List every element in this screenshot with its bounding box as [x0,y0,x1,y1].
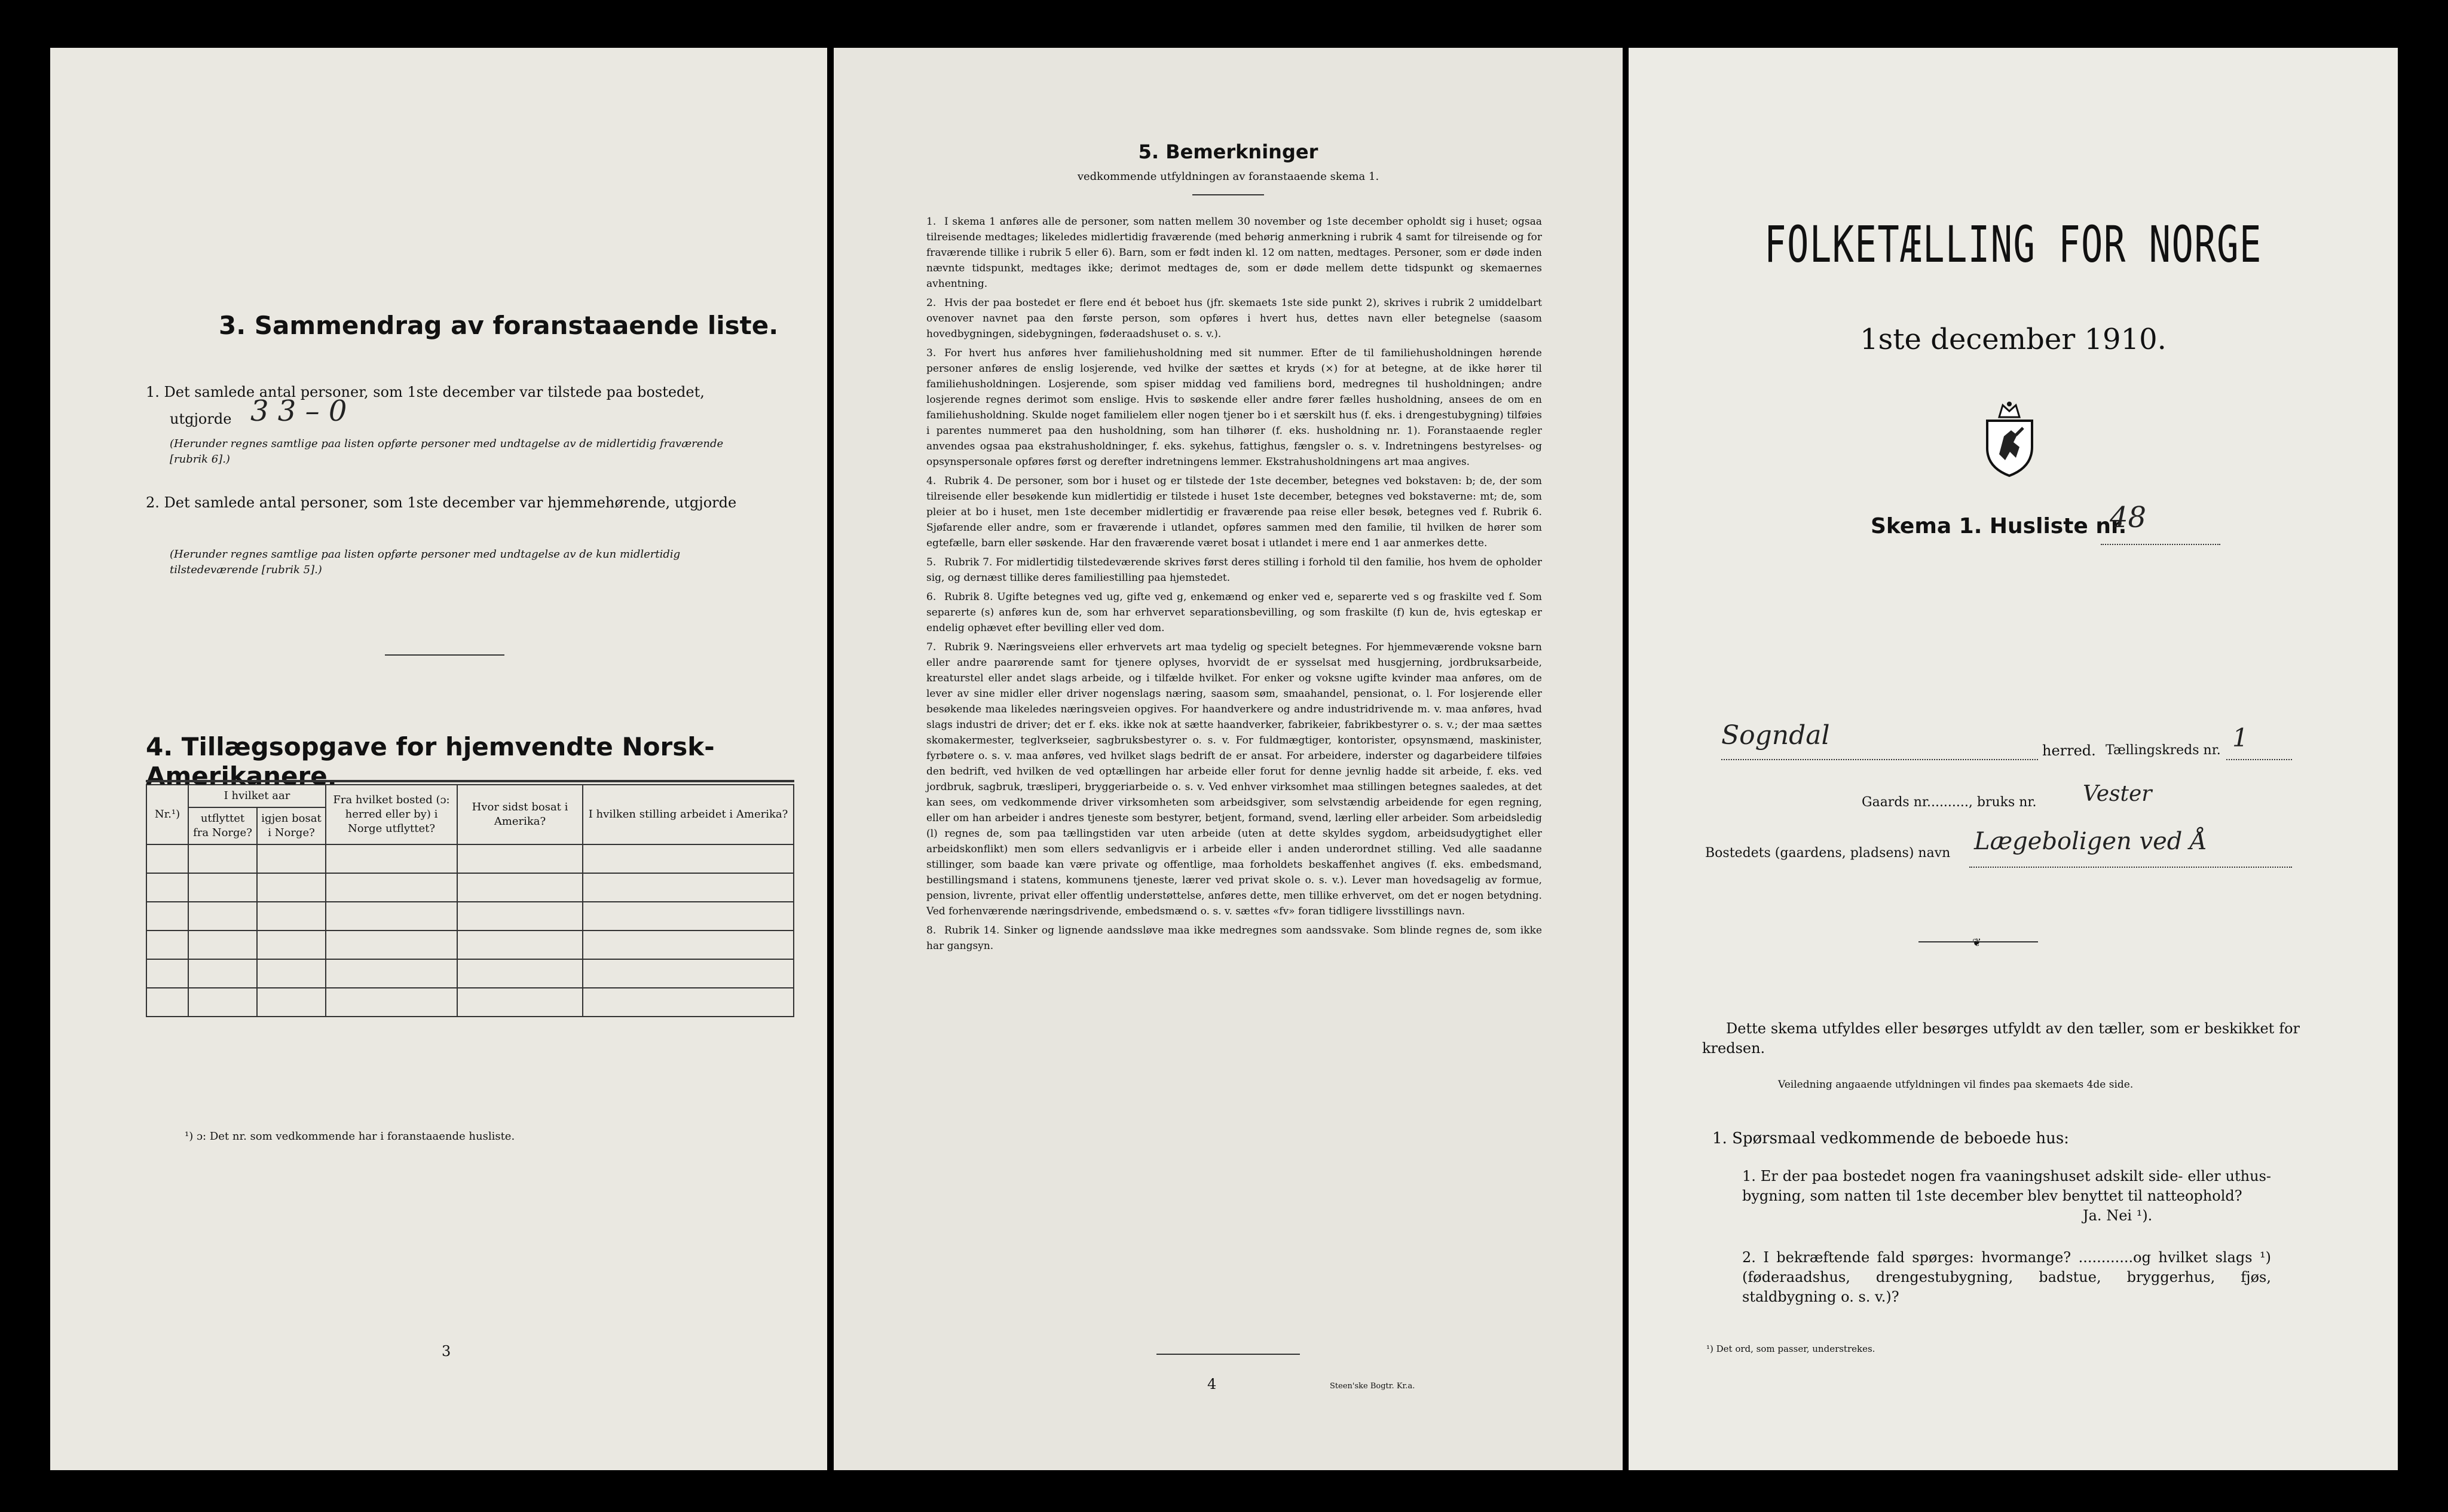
dotted-line [2101,544,2220,545]
table-row [146,988,794,1017]
col-hvor-sidst: Hvor sidst bosat i Amerika? [457,785,583,844]
page-number: 4 [1207,1376,1217,1392]
bosted-handwritten: Lægeboligen ved Å [1974,828,2207,855]
table-row [146,959,794,988]
table-footnote: ¹) ɔ: Det nr. som vedkommende har i foranstaaende husliste. [185,1130,515,1143]
bosted-label: Bostedets (gaardens, pladsens) navn [1705,846,1951,861]
norsk-amerikanere-table [146,784,794,1017]
table-row [146,844,794,873]
ornament-icon: ❦ [1972,936,1982,949]
divider [1156,1354,1300,1355]
list-item: 2. Hvis der paa bostedet er flere end ét beboet hus (jfr. skemaets 1ste side punkt 2), skrives i rubrik 2 umiddelbart ovenover navnet paa den første person, som opføres i hvert hus, dettes navn eller betegnelse (saasom hovedbygningen, sidebygningen, føderaadshuset o. s. v.). [926,297,1542,340]
divider [1192,194,1264,195]
section4-title: 4. Tillægsopgave for hjemvendte Norsk-Amerikanere. [146,732,715,791]
intro-note: Veiledning angaaende utfyldningen vil findes paa skemaets 4de side. [1778,1079,2134,1091]
q1-title: 1. Spørsmaal vedkommende de beboede hus: [1712,1130,2069,1147]
herred-handwritten: Sogndal [1721,720,1830,751]
right-footnote: ¹) Det ord, som passer, understrekes. [1706,1343,1875,1354]
list-item: 5. Rubrik 7. For midlertidig tilstedeværende skrives først deres stilling i forhold til den familie, hos hvem de opholder sig, og dernæst tillike deres familiestilling paa hjemstedet. [926,556,1542,584]
item2-line1: 2. Det samlede antal personer, som 1ste december var hjemmehørende, utgjorde [146,494,737,511]
q1-item2: 2. I bekræftende fald spørges: hvormange? ............og hvilket slags ¹) (føderaadshus, drengestubygning, badstue, bryggerhus, fjøs, staldbygning o. s. v.)? [1742,1249,2271,1305]
col-utflyttet: utflyttet fra Norge? [188,807,257,844]
table-row [146,902,794,931]
col-igjen: igjen bosat i Norge? [257,807,326,844]
herred-label: herred. [2042,742,2096,759]
item2-note: (Herunder regnes samtlige paa listen opførte personer med undtagelse av de kun midlertidig tilstedeværende [rubrik 5].) [170,548,681,576]
item1-note: (Herunder regnes samtlige paa listen opførte personer med undtagelse av de midlertidig fraværende [rubrik 6].) [170,437,724,466]
table-row [146,873,794,902]
col-fra-bosted: Fra hvilket bosted (ɔ: herred eller by) i Norge utflyttet? [326,785,457,844]
list-item: 4. Rubrik 4. De personer, som bor i huset og er tilstede der 1ste december, betegnes ved bokstaven: b; de, der som tilreisende eller besøkende kun midlertidig er tilstede i huset 1ste december, betegnes ved bokstaverne: mt; de, som pleier at bo i huset, men 1ste december midlertidig er fraværende paa reise eller besøk, betegnes ved f. Rubrik 6. Sjøfarende eller andre, som er fraværende i utlandet, opføres sammen med den familie, til hvilken de hører som egtefælle, barn eller søskende. Har den fraværende været bosat i utlandet i mere end 1 aar anmerkes dette. [926,475,1542,549]
coat-of-arms-icon [1981,400,2038,478]
list-item: 6. Rubrik 8. Ugifte betegnes ved ug, gifte ved g, enkemænd og enker ved e, separerte ved s og fraskilte ved f. Som separerte (s) anføres kun de, som har erhvervet separationsbevilling, og som fraskilte (f) kun de, hvis egteskap er endelig ophævet efter bevilling eller ved dom. [926,591,1542,634]
right-page [1629,48,2398,1470]
census-date: 1ste december 1910. [1860,323,2167,356]
left-page [50,48,827,1470]
census-title: FOLKETÆLLING FOR NORGE [1764,215,2262,274]
divider [385,654,504,656]
list-item: 8. Rubrik 14. Sinker og lignende aandssløve maa ikke medregnes som aandssvake. Som blinde regnes de, som ikke har gangsyn. [926,925,1542,952]
dotted-line [1721,759,2038,760]
middle-page [834,48,1623,1470]
col-aar-group: I hvilket aar [188,785,326,807]
remarks-title: 5. Bemerkninger [1138,140,1318,163]
item1-line1: 1. Det samlede antal personer, som 1ste december var tilstede paa bostedet, [146,384,705,400]
remarks-list [926,214,1542,957]
remarks-subtitle: vedkommende utfyldningen av foranstaaende skema 1. [1077,170,1379,183]
kreds-handwritten: 1 [2232,723,2248,752]
table-top-rule [146,780,794,782]
schema-label: Skema 1. Husliste nr. [1871,514,2127,538]
dotted-line [2226,759,2292,760]
item1-handwritten-count: 3 3 – 0 [250,394,347,428]
list-item: 1. I skema 1 anføres alle de personer, som natten mellem 30 november og 1ste december opholdt sig i huset; ogsaa tilreisende medtages; likeledes midlertidig fraværende (med behørig anmerkning i rubrik 4 samt for tilreisende og for fraværende tillike i rubrik 5 eller 6). Barn, som er født inden kl. 12 om natten, medtages. Personer, som er døde inden nævnte tidspunkt, medtages ikke; derimot medtages de, som er døde mellem dette tidspunkt og skemaernes avhentning. [926,216,1542,290]
intro-text: Dette skema utfyldes eller besørges utfyldt av den tæller, som er beskikket for kredsen. [1702,1020,2300,1057]
q1-item1: 1. Er der paa bostedet nogen fra vaaningshuset adskilt side- eller uthus-bygning, som natten til 1ste december blev benyttet til natteophold? [1742,1168,2271,1204]
section3-title: 3. Sammendrag av foranstaaende liste. [219,311,779,340]
gaards-label: Gaards nr.........., bruks nr. [1862,795,2037,810]
list-item: 7. Rubrik 9. Næringsveiens eller erhvervets art maa tydelig og specielt betegnes. For hjemmeværende voksne barn eller andre paarørende samt for tjenere oplyses, hvorvidt de er sysselsat med husgjerning, jordbruksarbeide, kreaturstel eller andet slags arbeide, og i tilfælde hvilket. For enker og voksne ugifte kvinder maa anføres, om de lever av sine midler eller driver nogenslags næring, saasom søm, smaahandel, pensionat, o. l. For losjerende eller besøkende maa likeledes næringsveien opgives. For haandverkere og andre industridrivende m. v. maa anføres, hvad slags industri de driver; det er f. eks. ikke nok at sætte haandverker, fabrikeier, fabrikbestyrer o. s. v.; der maa sættes skomakermester, teglverkseier, sagbruksbestyrer o. s. v. For fuldmægtiger, kontorister, opsynsmænd, maskinister, fyrbøtere o. s. v. maa anføres, ved hvilket slags bedrift de er ansat. For arbeidere, inderster og dagarbeidere tilføies den bedrift, ved hvilken de ved optællingen har arbeide eller forut for denne jevnlig hadde sit arbeide, f. eks. ved jordbruk, sagbruk, træsliperi, bryggeriarbeide o. s. v. Ved enhver virksomhet maa stillingen betegnes saaledes, at det kan sees, om vedkommende driver virksomheten som arbeidsgiver, som selvstændig arbeidende for egen regning, eller om han arbeider i andres tjeneste som bestyrer, betjent, formand, svend, lærling eller arbeider. Som arbeidsledig (l) regnes de, som paa tællingstiden var uten arbeide (uten at dette skyldes sygdom, arbeidsudygtighet eller arbeidskonflikt) men som ellers sedvanligvis er i arbeide eller i anden underordnet stilling. Ved alle saadanne stillinger, som baade kan være private og offentlige, maa forholdets beskaffenhet angives (f. eks. embedsmand, bestillingsmand i statens, kommunens tjeneste, lærer ved privat skole o. s. v.). Lever man hovedsagelig av formue, pension, livrente, privat eller offentlig understøttelse, anføres dette, men tillike erhvervet, om det er nogen betydning. Ved forhenværende næringsdrivende, embedsmænd o. s. v. sættes «fv» foran tidligere livsstillings navn. [926,641,1542,917]
table-row [146,931,794,959]
item1-prefix: utgjorde [170,411,232,427]
list-item: 3. For hvert hus anføres hver familiehusholdning med sit nummer. Efter de til familiehusholdningen hørende personer anføres de enslig losjerende, ved hvilke der sættes et kryds (×) for at betegne, at de ikke hører til familiehusholdningen. Losjerende, som spiser middag ved familiens bord, medregnes til husholdningen; andre losjerende regnes derimot som enslige. Hvis to søskende eller andre fører fælles husholdning, ansees de om en familiehusholdning. Skulde noget familielem eller nogen tjener bo i et særskilt hus (f. eks. i drengestubygning) tilføies i parentes nummeret paa den husholdning, som han tilhører (f. eks. husholdning nr. 1). Foranstaaende regler anvendes ogsaa paa ekstrahusholdninger, f. eks. sykehus, fattighus, fængsler o. s. v. Indretningens bestyrelses- og opsynspersonale opføres først og derefter indretningens lemmer. Ekstrahusholdningens art maa angives. [926,347,1542,468]
husliste-number: 48 [2110,501,2147,534]
page-number: 3 [442,1343,451,1360]
gaards-handwritten: Vester [2083,782,2152,806]
q1-answer: Ja. Nei ¹). [2083,1207,2153,1224]
dotted-line [1969,867,2292,868]
col-stilling: I hvilken stilling arbeidet i Amerika? [583,785,794,844]
kreds-label: Tællingskreds nr. [2106,743,2221,758]
printer-imprint: Steen'ske Bogtr. Kr.a. [1330,1382,1415,1391]
col-nr: Nr.¹) [146,785,188,844]
